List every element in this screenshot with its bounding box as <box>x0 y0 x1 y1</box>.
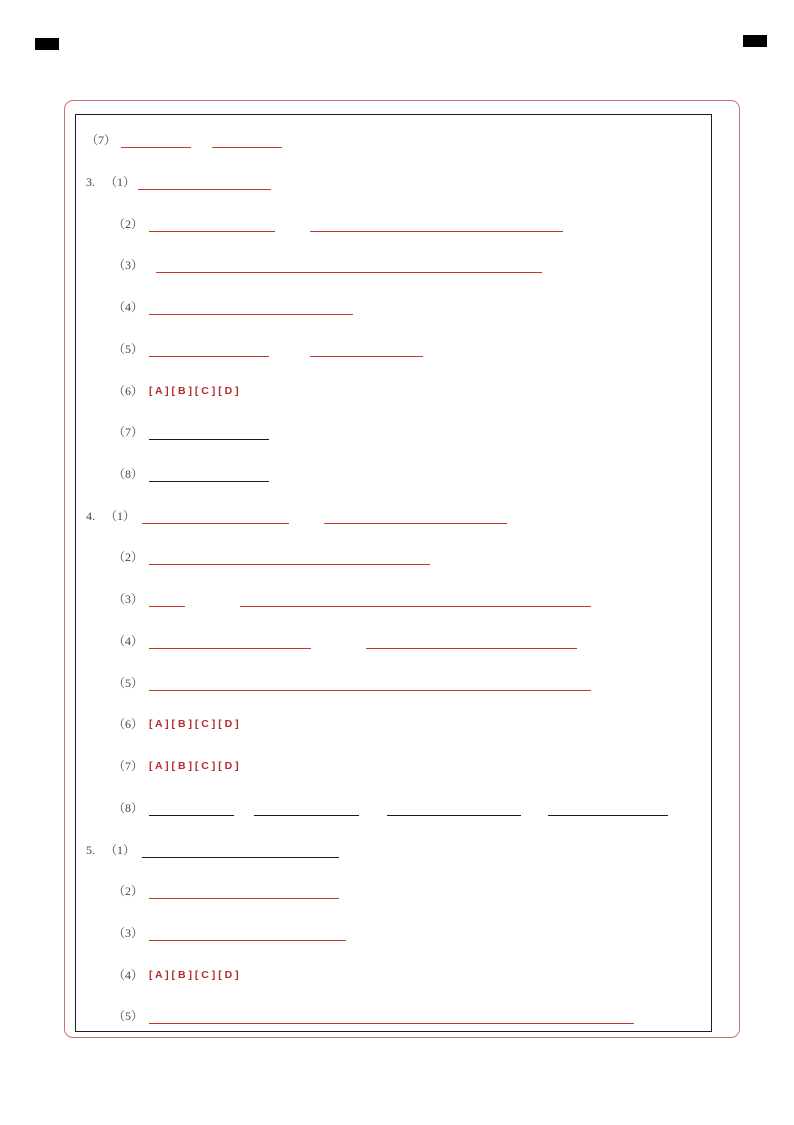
q3-item6-choice-options[interactable]: [ A ] [ B ] [ C ] [ D ] <box>149 385 239 397</box>
q3-item7-label: （7） <box>113 425 144 439</box>
q3-item5-label: （5） <box>113 342 144 356</box>
q2-item7-blank-1[interactable] <box>121 147 191 148</box>
q4-item3-label: （3） <box>113 592 144 606</box>
q3-item3-label: （3） <box>113 258 144 272</box>
q4-item7-label: （7） <box>113 759 144 773</box>
q4-item4-blank-2[interactable] <box>366 648 577 649</box>
q3-item2-blank-2[interactable] <box>310 231 563 232</box>
q4-item4-label: （4） <box>113 634 144 648</box>
q3-item4-label: （4） <box>113 300 144 314</box>
q4-item3-blank-2[interactable] <box>240 606 591 607</box>
q5-item5-label: （5） <box>113 1009 144 1023</box>
q3-item5-blank-2[interactable] <box>310 356 423 357</box>
q3-item4-blank[interactable] <box>149 314 353 315</box>
q5-item4-choice-options[interactable]: [ A ] [ B ] [ C ] [ D ] <box>149 969 239 981</box>
q3-item2-label: （2） <box>113 217 144 231</box>
q3-item2-blank-1[interactable] <box>149 231 275 232</box>
q2-item7-blank-2[interactable] <box>212 147 282 148</box>
q4-item5-blank[interactable] <box>149 690 591 691</box>
q4-item1-label: （1） <box>105 509 136 523</box>
q3-item8-blank[interactable] <box>149 481 269 482</box>
q5-item3-blank[interactable] <box>149 940 346 941</box>
top-left-position-marker <box>35 38 59 50</box>
q3-item7-blank[interactable] <box>149 439 269 440</box>
answer-area-inner-frame <box>75 114 712 1032</box>
q3-item3-blank[interactable] <box>156 272 542 273</box>
q3-item1-label: （1） <box>105 175 136 189</box>
q5-item5-blank[interactable] <box>149 1023 634 1024</box>
q4-item7-choice-options[interactable]: [ A ] [ B ] [ C ] [ D ] <box>149 760 239 772</box>
q4-item4-blank-1[interactable] <box>149 648 311 649</box>
q4-item8-blank-1[interactable] <box>149 815 234 816</box>
top-right-position-marker <box>743 35 767 47</box>
q4-item8-blank-2[interactable] <box>254 815 359 816</box>
q4-item6-choice-options[interactable]: [ A ] [ B ] [ C ] [ D ] <box>149 718 239 730</box>
q4-item8-blank-3[interactable] <box>387 815 521 816</box>
q5-item1-label: （1） <box>105 843 136 857</box>
q2-item7-label: （7） <box>86 133 117 147</box>
q4-item8-blank-4[interactable] <box>548 815 668 816</box>
q5-item3-label: （3） <box>113 926 144 940</box>
q4-item6-label: （6） <box>113 717 144 731</box>
q4-number: 4. <box>86 509 95 523</box>
q5-item1-blank[interactable] <box>142 857 339 858</box>
q5-item2-label: （2） <box>113 884 144 898</box>
q5-number: 5. <box>86 843 95 857</box>
q4-item8-label: （8） <box>113 801 144 815</box>
q5-item4-label: （4） <box>113 968 144 982</box>
q5-item2-blank[interactable] <box>149 898 339 899</box>
q4-item1-blank-1[interactable] <box>142 523 289 524</box>
q4-item2-blank[interactable] <box>149 564 430 565</box>
q3-item6-label: （6） <box>113 384 144 398</box>
q3-item8-label: （8） <box>113 467 144 481</box>
q4-item2-label: （2） <box>113 550 144 564</box>
q3-number: 3. <box>86 175 95 189</box>
q4-item1-blank-2[interactable] <box>324 523 507 524</box>
q4-item5-label: （5） <box>113 676 144 690</box>
q4-item3-blank-1[interactable] <box>149 606 185 607</box>
q3-item1-blank[interactable] <box>138 189 271 190</box>
q3-item5-blank-1[interactable] <box>149 356 269 357</box>
